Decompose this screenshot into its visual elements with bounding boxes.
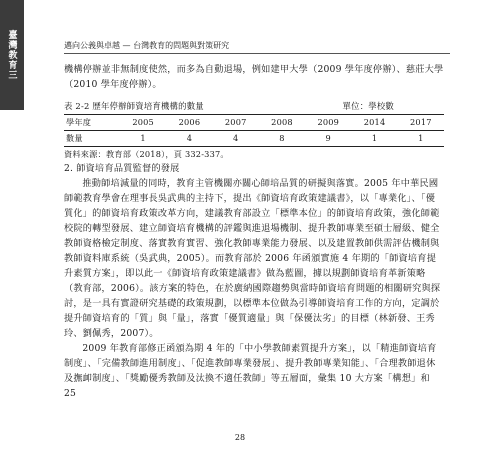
table-count-cell: 1 (371, 133, 378, 143)
table-year-cell: 2014 (363, 117, 386, 127)
table-year-cell: 2005 (132, 117, 154, 127)
section-heading: 2. 師資培育品質監督的發展 (64, 163, 180, 174)
table-year-cell: 2009 (317, 117, 340, 127)
table-header-row (64, 115, 444, 131)
table-caption-row (64, 100, 444, 113)
table-unit: 單位：學校數 (342, 101, 394, 111)
running-head: 邁向公義與卓越 — 台灣教育的問題與對策研究 (64, 41, 230, 50)
table-count-cell: 4 (186, 133, 193, 143)
table-year-cell: 2007 (224, 117, 247, 127)
table-row-label: 數量 (66, 133, 83, 143)
table-row-label-header: 學年度 (66, 117, 92, 127)
table-count-cell: 9 (325, 133, 331, 143)
table-year-cell: 2017 (410, 117, 432, 127)
table-caption: 表 2-2 歷年停辦師資培育機構的數量 (64, 101, 204, 111)
page-number: 28 (234, 433, 246, 442)
table-count-cell: 1 (140, 133, 146, 143)
table-count-cell: 8 (279, 133, 285, 143)
table-row (64, 131, 444, 147)
table-year-cell: 2008 (271, 117, 293, 127)
table-year-cell: 2006 (178, 117, 201, 127)
body-paragraph: 推動師培減量的同時，教育主管機關亦關心師培品質的研擬與落實。2005 年中華民國師範教育學會在理事長吳武典的主持下，提出《師資培育政策建議書》，以「專業化」、「優質化」的師資培育政策改革方向，建議教育部設立「標準本位」的師資培育政策，強化師範校院的轉型發展、建立師資培育機構的評鑑與進退場機制、提升教師專業至碩士層級、健全教師資格檢定制度、落實教育實習、強化教師專業能力發展、以及建置教師供需評估機制與教師資料庫系統（吳武典，2005）。而教育部於 2006 年函頒實施 4 年期的「師資培育提升素質方案」，即以此一《師資培育政策建議書》做為藍圖，據以規劃師資培育革新策略（教育部，2006）。該方案的特色，在於廣納國際趨勢與當時師資培育問題的相關研究與探討，是一具有實證研究基礎的政策規劃，以標準本位做為引導師資培育工作的方向，定調於提升師資培育的「質」與「量」，落實「優質適量」與「保優汰劣」的目標（林新發、王秀玲、劉佩秀，2007）。 (64, 178, 441, 339)
closed-institutions-table (64, 114, 444, 147)
table-source: 資料來源：教育部（2018），頁 332-337。 (64, 149, 229, 159)
opening-line: 機構停辦並非無制度使然，而多為自動退場，例如建甲大學（2009 學年度停辦）、慈莊大學（2010 學年度停辦）。 (64, 64, 444, 90)
chapter-side-tab (0, 0, 24, 110)
page-body (64, 62, 444, 401)
header-rule (64, 53, 450, 54)
table-count-cell: 1 (418, 133, 424, 143)
table-count-cell: 4 (232, 133, 239, 143)
chapter-side-tab-label: 臺灣教育三 (6, 30, 17, 80)
body-paragraph: 2009 年教育部修正函頒為期 4 年的「中小學教師素質提升方案」，以「精進師資培育制度」、「完備教師進用制度」、「促進教師專業發展」、提升教師專業知能」、「合理教師退休及撫卹制度」、「獎勵優秀教師及汰換不適任教師」等五層面，彙集 10 大方案「構想」和 25 (64, 343, 437, 399)
